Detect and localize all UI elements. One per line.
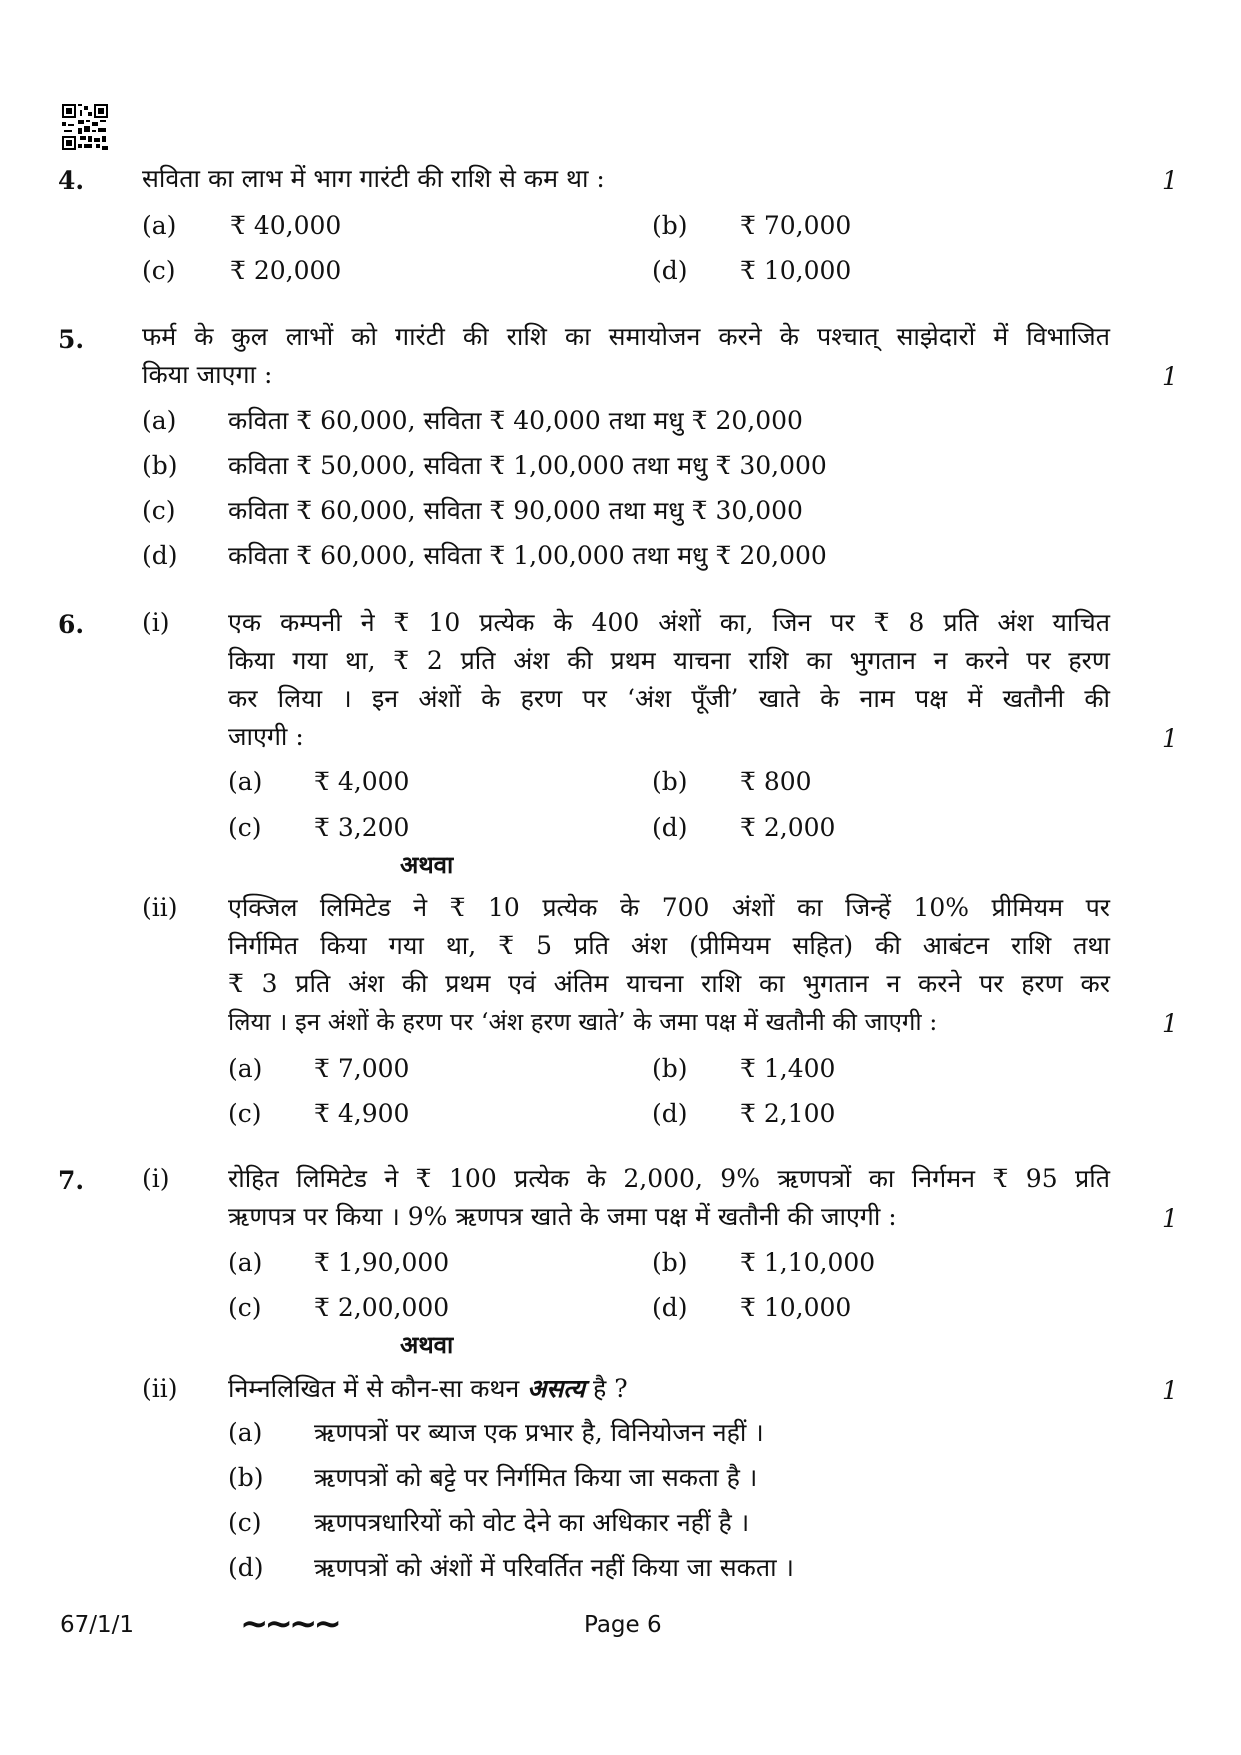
option-text: ₹ 40,000 — [230, 211, 342, 240]
option-text: कविता ₹ 50,000, सविता ₹ 1,00,000 तथा मधु ₹ 30,000 — [228, 451, 827, 480]
question-stem-line: एक कम्पनी ने ₹ 10 प्रत्येक के 400 अंशों का, जिन पर ₹ 8 प्रति अंश याचित — [228, 608, 1110, 637]
question-stem-line: ऋणपत्र पर किया । 9% ऋणपत्र खाते के जमा पक्ष में खतौनी की जाएगी : — [228, 1202, 897, 1231]
option-label: (b) — [228, 1463, 264, 1492]
option-text: ऋणपत्रों को अंशों में परिवर्तित नहीं किया जा सकता । — [314, 1553, 794, 1582]
option-text: ₹ 20,000 — [230, 256, 342, 285]
question-stem-line: रोहित लिमिटेड ने ₹ 100 प्रत्येक के 2,000, 9% ऋणपत्रों का निर्गमन ₹ 95 प्रति — [228, 1164, 1110, 1193]
option-label: (b) — [652, 1248, 688, 1277]
option-text: ₹ 2,000 — [740, 813, 836, 842]
stem-emphasis: असत्य — [527, 1374, 586, 1403]
question-stem-line: एक्जिल लिमिटेड ने ₹ 10 प्रत्येक के 700 अंशों का जिन्हें 10% प्रीमियम पर — [228, 893, 1110, 922]
marks: 1 — [1162, 1204, 1178, 1233]
option-text: कविता ₹ 60,000, सविता ₹ 1,00,000 तथा मधु ₹ 20,000 — [228, 541, 827, 570]
question-number: 4. — [58, 166, 85, 195]
option-text: ₹ 70,000 — [740, 211, 852, 240]
marks: 1 — [1162, 166, 1178, 195]
option-text: ऋणपत्रों पर ब्याज एक प्रभार है, विनियोजन नहीं । — [314, 1418, 764, 1447]
option-text: ₹ 10,000 — [740, 1293, 852, 1322]
option-label: (a) — [228, 1418, 263, 1447]
decorative-squiggle: ∼∼∼∼ — [240, 1604, 338, 1644]
option-text: ₹ 2,100 — [740, 1099, 836, 1128]
option-text: ₹ 10,000 — [740, 256, 852, 285]
option-text: ₹ 800 — [740, 767, 812, 796]
option-text: ₹ 1,10,000 — [740, 1248, 876, 1277]
option-text: ₹ 4,900 — [314, 1099, 410, 1128]
option-text: ₹ 2,00,000 — [314, 1293, 450, 1322]
question-stem — [228, 1370, 628, 1408]
option-label: (b) — [652, 1054, 688, 1083]
option-text: ऋणपत्रधारियों को वोट देने का अधिकार नहीं है । — [314, 1508, 750, 1537]
option-label: (c) — [142, 496, 176, 525]
question-stem: सविता का लाभ में भाग गारंटी की राशि से कम था : — [142, 164, 605, 193]
question-stem-line: लिया । इन अंशों के हरण पर ‘अंश हरण खाते’ के जमा पक्ष में खतौनी की जाएगी : — [228, 1008, 938, 1036]
question-stem-line: निर्गमित किया गया था, ₹ 5 प्रति अंश (प्रीमियम सहित) की आबंटन राशि तथा — [228, 931, 1110, 960]
marks: 1 — [1162, 1376, 1178, 1405]
option-label: (b) — [652, 211, 688, 240]
option-label: (c) — [228, 1508, 262, 1537]
option-label: (a) — [142, 211, 177, 240]
marks: 1 — [1162, 724, 1178, 753]
option-label: (c) — [228, 1099, 262, 1128]
stem-text: है ? — [585, 1374, 628, 1403]
part-label: (ii) — [142, 1374, 178, 1403]
option-label: (d) — [652, 813, 688, 842]
question-stem-line: जाएगी : — [228, 722, 304, 751]
question-stem: फर्म के कुल लाभों को गारंटी की राशि का समायोजन करने के पश्चात् साझेदारों में विभाजित — [142, 322, 1110, 351]
marks: 1 — [1162, 362, 1178, 391]
question-stem: किया जाएगा : — [142, 360, 273, 389]
option-label: (b) — [652, 767, 688, 796]
question-number: 7. — [58, 1166, 85, 1195]
part-label: (i) — [142, 1164, 170, 1193]
option-label: (a) — [228, 1054, 263, 1083]
paper-code: 67/1/1 — [60, 1612, 135, 1638]
option-text: कविता ₹ 60,000, सविता ₹ 40,000 तथा मधु ₹ 20,000 — [228, 406, 803, 435]
option-label: (a) — [228, 767, 263, 796]
option-label: (b) — [142, 451, 178, 480]
option-text: ₹ 1,90,000 — [314, 1248, 450, 1277]
option-label: (d) — [652, 1099, 688, 1128]
option-label: (c) — [142, 256, 176, 285]
option-text: ₹ 4,000 — [314, 767, 410, 796]
option-text: ऋणपत्रों को बट्टे पर निर्गमित किया जा सकता है । — [314, 1463, 758, 1492]
question-stem-line: किया गया था, ₹ 2 प्रति अंश की प्रथम याचना राशि का भुगतान न करने पर हरण — [228, 646, 1110, 675]
option-text: ₹ 7,000 — [314, 1054, 410, 1083]
option-text: कविता ₹ 60,000, सविता ₹ 90,000 तथा मधु ₹ 30,000 — [228, 496, 803, 525]
marks: 1 — [1162, 1009, 1178, 1038]
stem-text: निम्नलिखित में से कौन-सा कथन — [228, 1374, 528, 1403]
or-separator: अथवा — [400, 1330, 454, 1359]
part-label: (i) — [142, 608, 170, 637]
option-label: (d) — [142, 541, 178, 570]
question-number: 6. — [58, 610, 85, 639]
option-label: (a) — [142, 406, 177, 435]
question-stem-line: ₹ 3 प्रति अंश की प्रथम एवं अंतिम याचना राशि का भुगतान न करने पर हरण कर — [228, 969, 1110, 998]
option-text: ₹ 1,400 — [740, 1054, 836, 1083]
or-separator: अथवा — [400, 850, 454, 879]
question-stem-line: कर लिया । इन अंशों के हरण पर ‘अंश पूँजी’ खाते के नाम पक्ष में खतौनी की — [228, 684, 1110, 713]
option-label: (c) — [228, 1293, 262, 1322]
part-label: (ii) — [142, 893, 178, 922]
option-label: (d) — [652, 1293, 688, 1322]
option-label: (c) — [228, 813, 262, 842]
option-label: (d) — [652, 256, 688, 285]
option-label: (a) — [228, 1248, 263, 1277]
option-text: ₹ 3,200 — [314, 813, 410, 842]
option-label: (d) — [228, 1553, 264, 1582]
question-number: 5. — [58, 325, 85, 354]
qr-code-icon — [62, 104, 108, 150]
page-number: Page 6 — [584, 1612, 662, 1638]
